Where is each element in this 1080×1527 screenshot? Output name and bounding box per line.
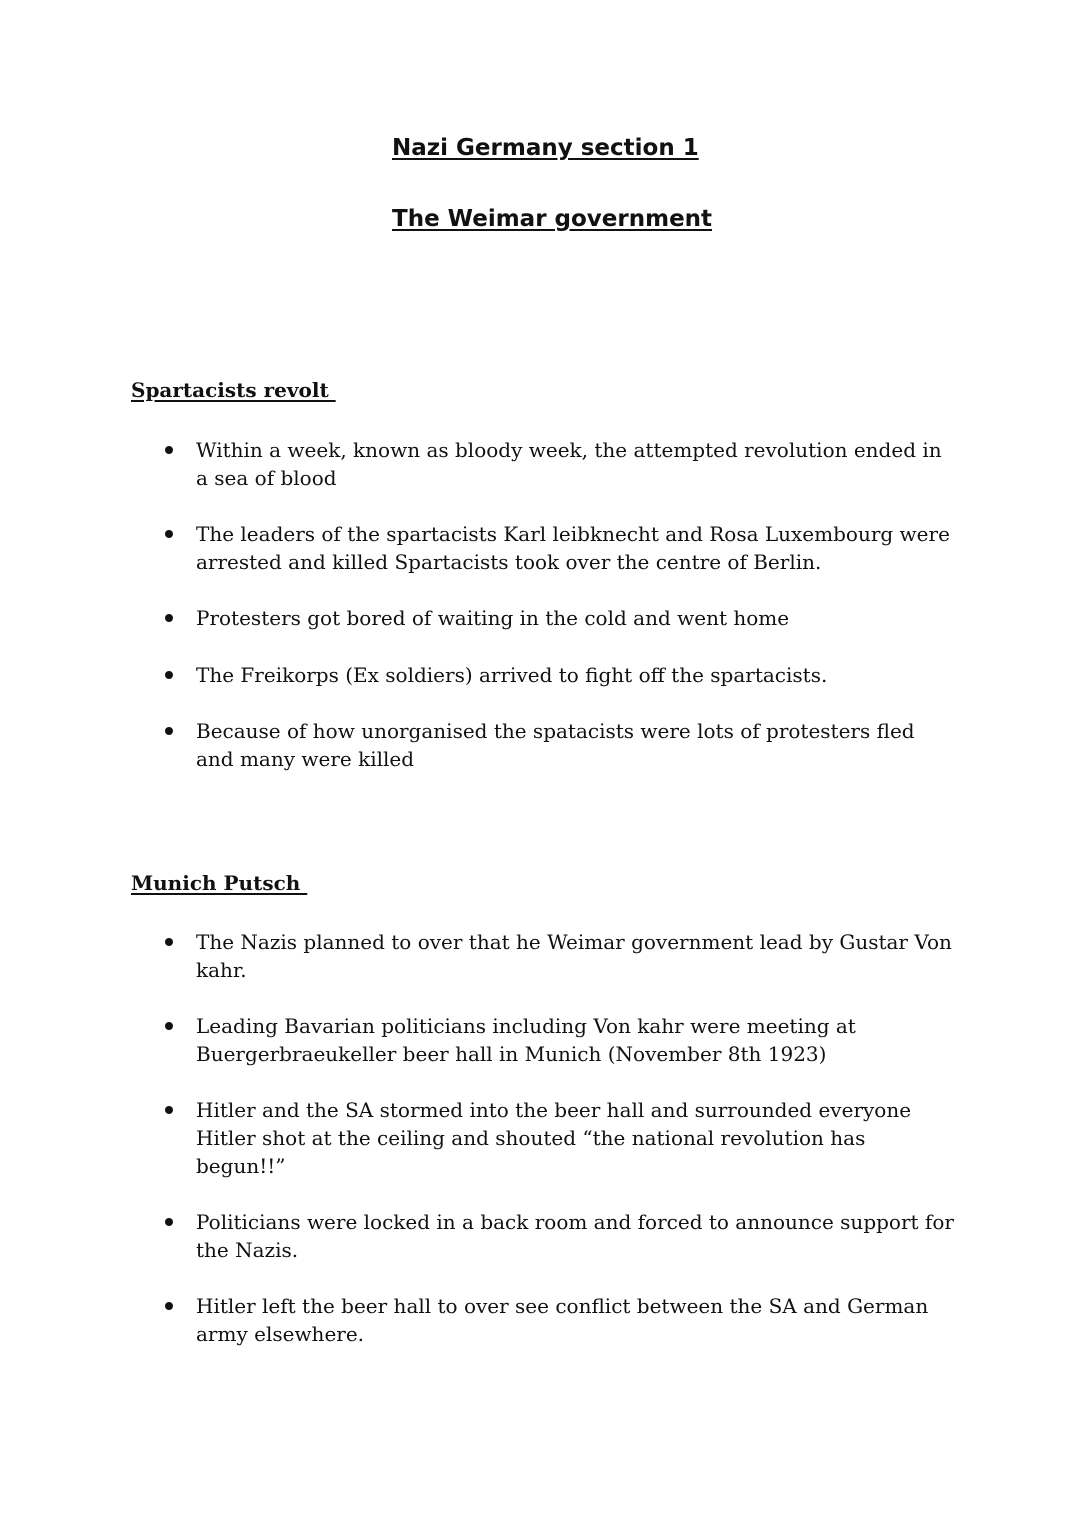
bullet-icon <box>165 938 173 946</box>
bullet-text: The Freikorps (Ex soldiers) arrived to fight off the spartacists. <box>196 663 828 687</box>
bullet-icon <box>165 614 173 622</box>
bullet-icon <box>165 727 173 735</box>
bullet-icon <box>165 530 173 538</box>
section-heading-munich-putsch: Munich Putsch <box>131 871 308 895</box>
bullet-text: Protesters got bored of waiting in the cold and went home <box>196 606 790 630</box>
bullet-text: Hitler and the SA stormed into the beer hall and surrounded everyone Hitler shot at the ceiling and shouted “the national revolution has begun!!” <box>196 1098 912 1178</box>
bullet-text: The leaders of the spartacists Karl leibknecht and Rosa Luxembourg were arrested and killed Spartacists took over the centre of Berlin. <box>196 522 950 574</box>
bullet-text: The Nazis planned to over that he Weimar government lead by Gustar Von kahr. <box>196 930 952 982</box>
bullet-text: Politicians were locked in a back room and forced to announce support for the Nazis. <box>196 1210 954 1262</box>
section-heading-spartacists-revolt: Spartacists revolt <box>131 378 336 402</box>
bullet-icon <box>165 1022 173 1030</box>
bullet-icon <box>165 1106 173 1114</box>
bullet-text: Because of how unorganised the spatacists were lots of protesters fled and many were killed <box>196 719 915 771</box>
bullet-icon <box>165 446 173 454</box>
document-title: Nazi Germany section 1 <box>392 135 699 161</box>
bullet-text: Leading Bavarian politicians including Von kahr were meeting at Buergerbraeukeller beer hall in Munich (November 8th 1923) <box>196 1014 856 1066</box>
bullet-icon <box>165 671 173 679</box>
bullet-icon <box>165 1218 173 1226</box>
bullet-icon <box>165 1302 173 1310</box>
bullet-text: Within a week, known as bloody week, the attempted revolution ended in a sea of blood <box>196 438 942 490</box>
document-subtitle: The Weimar government <box>392 206 713 232</box>
bullet-text: Hitler left the beer hall to over see conflict between the SA and German army elsewhere. <box>196 1294 929 1346</box>
